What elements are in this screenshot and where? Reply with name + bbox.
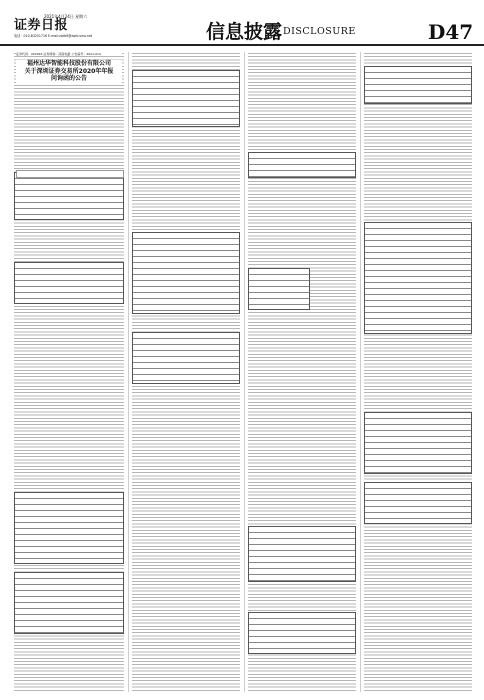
contact-line: 电话：010-83251716 E-mail:zqrb9@zqrb.sina.net xyxy=(14,34,93,38)
data-table xyxy=(14,572,124,634)
data-table xyxy=(132,232,240,314)
data-table xyxy=(364,482,472,524)
column-divider xyxy=(244,52,245,692)
body-text xyxy=(248,52,356,692)
column-3 xyxy=(248,52,356,692)
page-header xyxy=(0,0,484,46)
article-code: 证券代码：002916 证券简称：深南电路 公告编号：2021-014 xyxy=(16,52,122,56)
data-table xyxy=(132,70,240,127)
page-number: D47 xyxy=(428,20,474,44)
column-divider xyxy=(360,52,361,692)
section-title: 信息披露 xyxy=(206,21,283,43)
notice-box xyxy=(16,170,124,178)
data-table xyxy=(364,66,472,104)
body-text xyxy=(364,52,472,692)
data-table xyxy=(248,152,356,178)
column-2 xyxy=(132,52,240,692)
data-table xyxy=(14,492,124,564)
data-table xyxy=(364,222,472,334)
column-1 xyxy=(14,52,124,692)
data-table xyxy=(248,526,356,582)
data-table xyxy=(248,612,356,654)
data-table xyxy=(14,262,124,304)
data-table xyxy=(132,332,240,384)
section-subtitle: DISCLOSURE xyxy=(283,26,356,37)
column-4 xyxy=(364,52,472,692)
date-line: 2021年4月24日 星期六 xyxy=(44,14,88,19)
data-table xyxy=(14,172,124,220)
masthead-logo: 证券日报 xyxy=(14,18,69,33)
column-divider xyxy=(128,52,129,692)
data-table xyxy=(248,268,310,310)
data-table xyxy=(364,412,472,474)
article-title: 福州达华智能科技股份有限公司 关于深圳证券交易所2020年年报 问询函的公告 xyxy=(16,60,122,83)
